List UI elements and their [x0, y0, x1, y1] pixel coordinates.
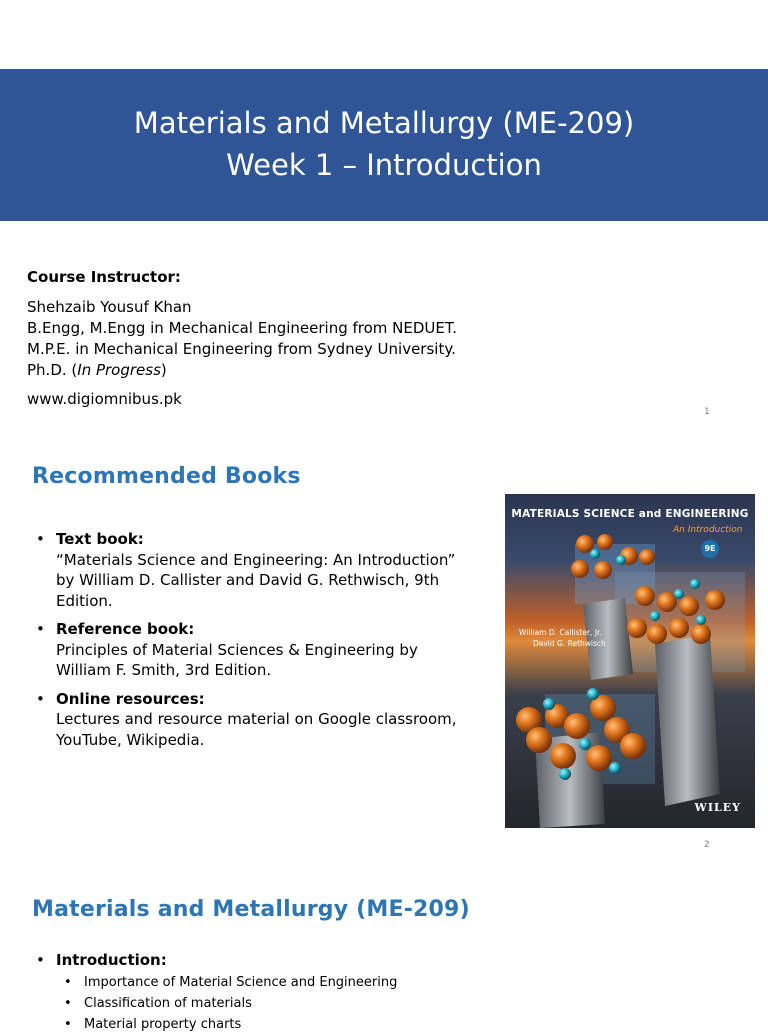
online-resources-label: • Online resources: [56, 689, 205, 708]
cover-authors [519, 627, 606, 649]
website-link[interactable]: www.digiomnibus.pk [27, 390, 182, 408]
phd-suffix: ) [160, 361, 167, 379]
page-number-1: 1 [704, 407, 710, 417]
introduction-label: • Introduction: [56, 951, 167, 969]
title-banner [0, 69, 768, 221]
text-book-line: by William D. Callister and David G. Rethwisch, 9th [56, 571, 440, 589]
instructor-name: Shehzaib Yousuf Khan [27, 298, 192, 316]
course-outline [36, 950, 536, 1035]
cover-edition-badge: 9E [701, 540, 719, 558]
instructor-label: Course Instructor: [27, 268, 181, 286]
list-item [36, 619, 486, 681]
list-item [36, 529, 486, 611]
page-number-2: 2 [704, 840, 710, 850]
reference-book-line: Principles of Material Sciences & Engineering by [56, 640, 418, 659]
phd-status: In Progress [77, 361, 161, 379]
slide-title: Materials and Metallurgy (ME-209) [133, 106, 635, 140]
phd-prefix: Ph.D. ( [27, 361, 78, 379]
instructor-block [27, 267, 457, 410]
online-resources-line: Lectures and resource material on Google classroom, [56, 710, 457, 728]
books-list [36, 529, 486, 758]
cover-author: David G. Rethwisch [533, 639, 606, 648]
text-book-label: • Text book: [56, 530, 144, 548]
qualification-2: M.P.E. in Mechanical Engineering from Sydney University. [27, 340, 456, 358]
list-item: • Importance of Material Science and Engineering [36, 972, 536, 993]
reference-book-label: • Reference book: [56, 620, 195, 638]
cover-title: MATERIALS SCIENCE and ENGINEERING [511, 508, 749, 520]
phd-line [27, 360, 457, 381]
book-cover-image [505, 494, 755, 828]
online-resources-line: YouTube, Wikipedia. [56, 730, 205, 749]
recommended-books-heading: Recommended Books [32, 464, 301, 489]
list-item [36, 950, 536, 970]
cover-subtitle: An Introduction [673, 525, 743, 535]
text-book-line: Edition. [56, 591, 113, 610]
qualification-1: B.Engg, M.Engg in Mechanical Engineering from NEDUET. [27, 319, 458, 337]
course-heading: Materials and Metallurgy (ME-209) [32, 897, 470, 922]
text-book-line: “Materials Science and Engineering: An Introduction” [56, 550, 456, 569]
list-item: • Material property charts [36, 1014, 536, 1035]
list-item: • Classification of materials [36, 993, 536, 1014]
slide-subtitle: Week 1 – Introduction [226, 148, 542, 182]
introduction-sublist [36, 972, 536, 1035]
reference-book-line: William F. Smith, 3rd Edition. [56, 661, 272, 679]
cover-publisher: WILEY [694, 801, 741, 814]
cover-author: William D. Callister, Jr. [519, 628, 602, 637]
list-item [36, 689, 486, 751]
